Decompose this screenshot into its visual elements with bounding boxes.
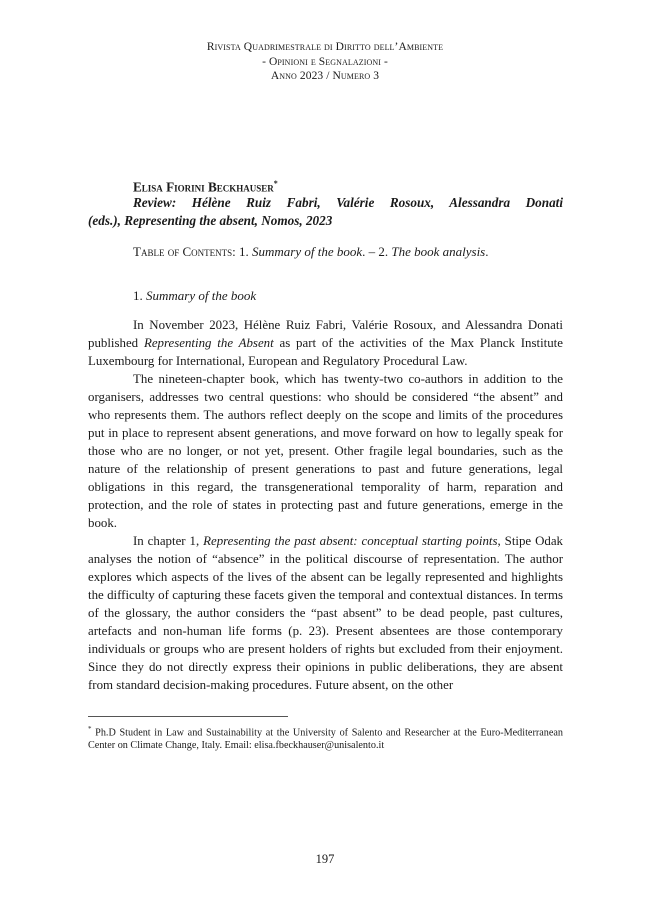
table-of-contents xyxy=(133,243,563,261)
paragraph-3-text-b: , Stipe Odak analyses the notion of “absence” in the political discourse of representation. The author explores which aspects of the lives of the absent can be legally represented and highlights the difficulty of capturing these facets given the temporal and contextual distances. In terms of the glossary, the author considers the “past absent” to be dead people, past cultures, artefacts and non-human life forms (p. 23). Present absentees are those contemporary individuals or groups who are present holders of rights but excluded from their enjoyment. Since they do not directly express their opinions in public deliberations, they are absent from standard decision-making procedures. Future absent, on the other xyxy=(88,534,563,692)
journal-issue: Anno 2023 / Numero 3 xyxy=(270,70,380,82)
page-number: 197 xyxy=(315,852,335,866)
paragraph-1-text-a: In November 2023, Hélène Ruiz Fabri, Valérie Rosoux, and Alessandra Donati published xyxy=(88,318,563,350)
article-title-line-1: Review: Hélène Ruiz Fabri, Valérie Rosoux, Alessandra Donati xyxy=(133,195,563,210)
author-name-text: Elisa Fiorini Beckhauser xyxy=(133,179,274,195)
toc-label: Table of Contents: xyxy=(133,244,236,259)
paragraph-3-text-a: In chapter 1, xyxy=(133,534,200,548)
footnote xyxy=(88,723,563,752)
toc-end: . xyxy=(485,244,489,259)
body-text xyxy=(88,316,563,694)
book-title-italic: Representing the Absent xyxy=(143,336,274,350)
section-title: Summary of the book xyxy=(146,288,257,303)
journal-header xyxy=(0,40,650,84)
footnote-text: Ph.D Student in Law and Sustainability at the University of Salento and Researcher at the Euro-Mediterranean Center on Climate Change, Italy. Email: elisa.fbeckhauser@unisalento.it xyxy=(88,727,563,752)
journal-section: - Opinioni e Segnalazioni - xyxy=(262,55,388,68)
section-heading xyxy=(133,287,256,305)
article-title xyxy=(88,194,563,230)
section-number: 1. xyxy=(133,288,143,303)
journal-title: Rivista Quadrimestrale di Diritto dell’Ambiente xyxy=(206,41,444,53)
toc-item-1-number: 1. xyxy=(238,244,249,259)
paragraph-3 xyxy=(88,532,563,694)
toc-item-2-title[interactable]: The book analysis xyxy=(391,244,486,259)
toc-item-1-title[interactable]: Summary of the book xyxy=(251,244,363,259)
toc-separator: . – 2. xyxy=(362,244,389,259)
author-footnote-marker[interactable]: * xyxy=(273,179,278,188)
footnote-divider xyxy=(88,716,288,717)
paragraph-1-text-b: as part of the activities of the Max Planck Institute Luxembourg for International, European and Regulatory Procedural Law. xyxy=(88,336,563,368)
footnote-marker: * xyxy=(88,725,92,733)
article-title-line-2: (eds.), Representing the absent, Nomos, 2023 xyxy=(88,213,333,228)
paragraph-1 xyxy=(88,316,563,370)
chapter-title-italic: Representing the past absent: conceptual starting points xyxy=(203,534,498,548)
paragraph-2: The nineteen-chapter book, which has twenty-two co-authors in addition to the organisers, addresses two central questions: who should be considered “the absent” and who represents them. The authors reflect deeply on the scope and limits of the procedures put in place to represent absent generations, and move forward on how to legally speak for those who are no longer, or not yet, present. Other fragile legal boundaries, such as the nature of the relationship of present generations to past and future generations, legal obligations in this regard, the transgenerational temporality of harm, reparation and protection, and the role of states in protecting past and future generations, emerge in the book. xyxy=(88,372,563,530)
